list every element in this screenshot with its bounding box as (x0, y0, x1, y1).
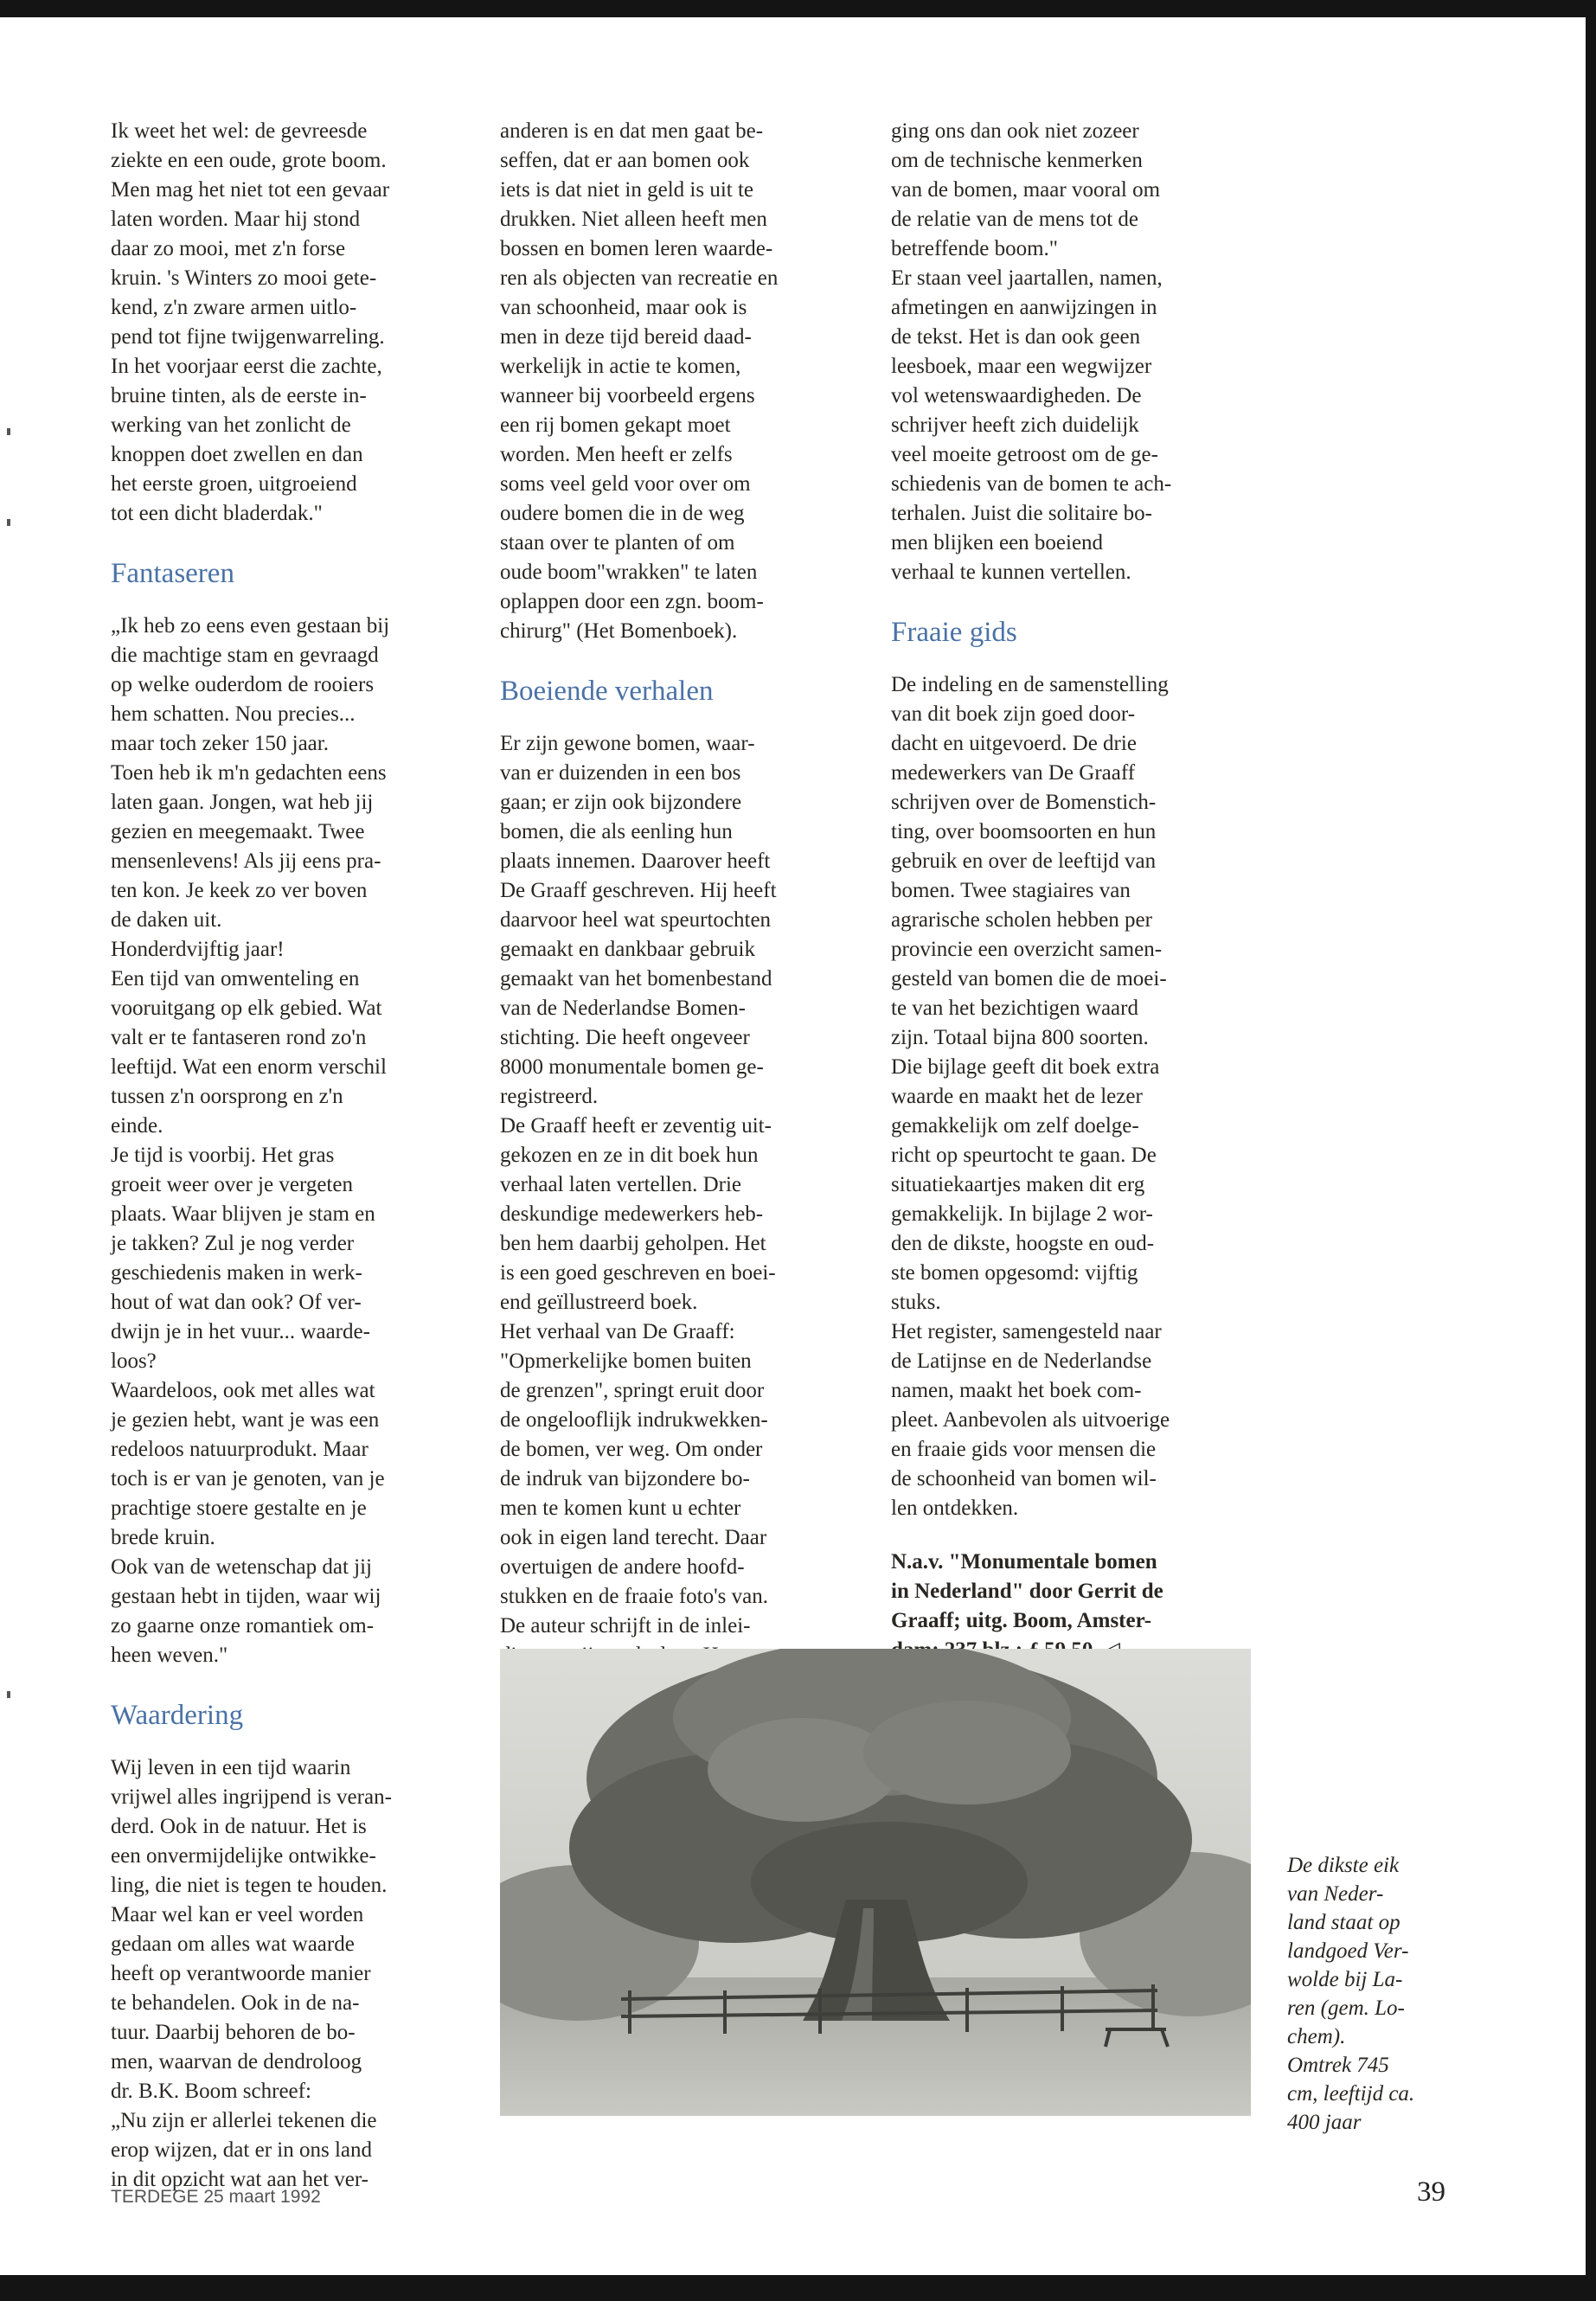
article-column-1 (111, 117, 439, 2195)
scan-speck (7, 428, 10, 435)
section-heading-waardering: Waardering (111, 1700, 244, 1731)
scan-speck (7, 1691, 10, 1698)
scan-border-bottom (0, 2275, 1596, 2301)
oak-tree-photo (500, 1649, 1251, 2116)
publication-footer: TERDEGE 25 maart 1992 (111, 2187, 321, 2207)
column-1-paragraph-2: „Ik heb zo eens even gestaan bij die machtige stam en gevraagd op welke ouderdom de rooiers hem schatten. Nou precies... maar toch zeker 150 jaar. Toen heb ik m'n gedachten eens laten gaan. Jongen, wat heb jij gezien en meegemaakt. Twee mensenlevens! Als jij eens pra- ten kon. Je keek zo ver boven de daken uit. Honderdvijftig jaar! Een tijd van omwenteling en vooruitgang op elk gebied. Wat valt er te fantaseren rond zo'n leeftijd. Wat een enorm verschil tussen z'n oorsprong en z'n einde. Je tijd is voorbij. Het gras groeit weer over je vergeten plaats. Waar blijven je stam en je takken? Zul je nog verder geschiedenis maken in werk- hout of wat dan ook? Of ver- dwijn je in het vuur... waarde- loos? Waardeloos, ook met alles wat je gezien hebt, want je was een redeloos natuurprodukt. Maar toch is er van je genoten, van je prachtige stoere gestalte en je brede kruin. Ook van de wetenschap dat jij gestaan hebt in tijden, waar wij zo gaarne onze romantiek om- heen weven." (111, 614, 390, 1667)
section-heading-fraaie-gids: Fraaie gids (891, 617, 1017, 648)
column-1-paragraph-3: Wij leven in een tijd waarin vrijwel alles ingrijpend is veran- derd. Ook in de natuur. Het is een onvermijdelijke ontwikke- ling, die niet is tegen te houden. Maar wel kan er veel worden gedaan om alles wat waarde heeft op verantwoorde manier te behandelen. Ook in de na- tuur. Daarbij behoren de bo- men, waarvan de dendroloog dr. B.K. Boom schreef: „Nu zijn er allerlei tekenen die erop wijzen, dat er in ons land in dit opzicht wat aan het ver- (111, 1756, 392, 2191)
scan-border-top (0, 0, 1596, 17)
section-heading-fantaseren: Fantaseren (111, 558, 234, 589)
article-column-3 (891, 117, 1220, 1665)
column-1-paragraph-1: Ik weet het wel: de gevreesde ziekte en een oude, grote boom. Men mag het niet tot een gevaar laten worden. Maar hij stond daar zo mooi, met z'n forse kruin. 's Winters zo mooi gete- kend, z'n zware armen uitlo- pend tot fijne twijgenwarreling. In het voorjaar eerst die zachte, bruine tinten, als de eerste in- werking van het zonlicht de knoppen doet zwellen en dan het eerste groen, uitgroeiend tot een dicht bladerdak." (111, 119, 390, 525)
column-3-paragraph-2: De indeling en de samenstelling van dit boek zijn goed door- dacht en uitgevoerd. De drie medewerkers van De Graaff schrijven over de Bomenstich- ting, over boomsoorten en hun gebruik en over de leeftijd van bomen. Twee stagiaires van agrarische scholen hebben per provincie een overzicht samen- gesteld van bomen die de moei- te van het bezichtigen waard zijn. Totaal bijna 800 soorten. Die bijlage geeft dit boek extra waarde en maakt het de lezer gemakkelijk om zelf doelge- richt op speurtocht te gaan. De situatiekaartjes maken dit erg gemakkelijk. In bijlage 2 wor- den de dikste, hoogste en oud- ste bomen opgesomd: vijftig stuks. Het register, samengesteld naar de Latijnse en de Nederlandse namen, maakt het boek com- pleet. Aanbevolen als uitvoerige en fraaie gids voor mensen die de schoonheid van bomen wil- len ontdekken. (891, 673, 1170, 1520)
scan-speck (7, 519, 10, 526)
scan-border-right (1586, 0, 1596, 2301)
column-2-paragraph-1: anderen is en dat men gaat be- seffen, dat er aan bomen ook iets is dat niet in geld is uit te drukken. Niet alleen heeft men bossen en bomen leren waarde- ren als objecten van recreatie en van schoonheid, maar ook is men in deze tijd bereid daad- werkelijk in actie te komen, wanneer bij voorbeeld ergens een rij bomen gekapt moet worden. Men heeft er zelfs soms veel geld voor over om oudere bomen die in de weg staan over te planten of om oude boom"wrakken" te laten oplappen door een zgn. boom- chirurg" (Het Bomenboek). (500, 119, 779, 643)
column-2-paragraph-2: Er zijn gewone bomen, waar- van er duizenden in een bos gaan; er zijn ook bijzondere bomen, die als eenling hun plaats innemen. Daarover heeft De Graaff geschreven. Hij heeft daarvoor heel wat speurtochten gemaakt en dankbaar gebruik gemaakt van het bomenbestand van de Nederlandse Bomen- stichting. Die heeft ongeveer 8000 monumentale bomen ge- registreerd. De Graaff heeft er zeventig uit- gekozen en ze in dit boek hun verhaal laten vertellen. Drie deskundige medewerkers heb- ben hem daarbij geholpen. Het is een goed geschreven en boei- end geïllustreerd boek. Het verhaal van De Graaff: "Opmerkelijke bomen buiten de grenzen", springt eruit door de ongelooflijk indrukwekken- de bomen, ver weg. Om onder de indruk van bijzondere bo- men te komen kunt u echter ook in eigen land terecht. Daar overtuigen de andere hoofd- stukken en de fraaie foto's van. De auteur schrijft in de inlei- (500, 732, 777, 1638)
photo-caption: De dikste eik van Neder- land staat op landgoed Ver- wolde bij La- ren (gem. Lo- chem). Omtrek 745 cm, leeftijd ca. 400 jaar (1287, 1854, 1415, 2134)
book-source-note: N.a.v. "Monumentale bomen in Nederland" door Gerrit de Graaff; uitg. Boom, Amster- (891, 1550, 1163, 1632)
section-heading-boeiende-verhalen: Boeiende verhalen (500, 676, 714, 707)
column-3-paragraph-1: ging ons dan ook niet zozeer om de technische kenmerken van de bomen, maar vooral om de relatie van de mens tot de betreffende boom." Er staan veel jaartallen, namen, afmetingen en aanwijzingen in de tekst. Het is dan ook geen leesboek, maar een wegwijzer vol wetenswaardigheden. De schrijver heeft zich duidelijk veel moeite getroost om de ge- schiedenis van de bomen te ach- terhalen. Juist die solitaire bo- men blijken een boeiend verhaal te kunnen vertellen. (891, 119, 1172, 584)
page-number: 39 (1417, 2176, 1445, 2208)
article-column-2 (500, 117, 829, 1670)
